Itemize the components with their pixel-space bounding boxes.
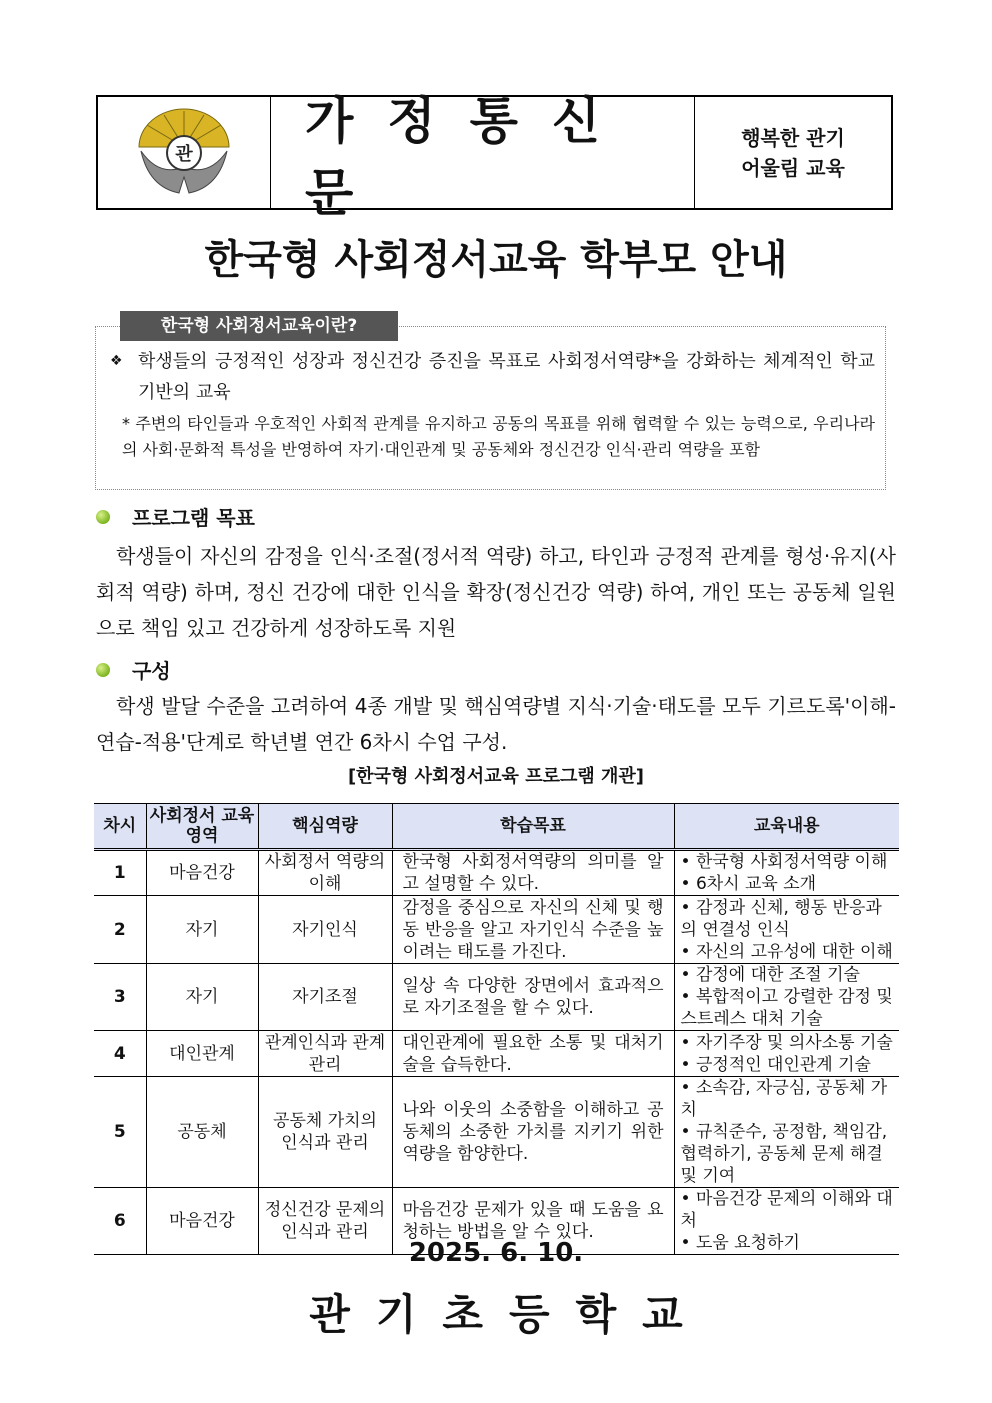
intro-box <box>95 326 886 490</box>
content-cell <box>674 1077 899 1188</box>
area-cell: 자기 <box>146 896 258 964</box>
competency-cell: 관계인식과 관계관리 <box>258 1031 392 1077</box>
section-heading-goal: 프로그램 목표 <box>96 502 255 531</box>
header-content: 교육내용 <box>674 804 899 850</box>
content-item: • 감정과 신체, 행동 반응과의 연결성 인식 <box>681 897 894 941</box>
intro-box-tag: 한국형 사회정서교육이란? <box>120 311 398 341</box>
content-item: • 마음건강 문제의 이해와 대처 <box>681 1188 894 1232</box>
competency-cell: 사회정서 역량의 이해 <box>258 850 392 896</box>
content-item: • 긍정적인 대인관계 기술 <box>681 1054 894 1076</box>
content-item: • 규칙준수, 공정함, 책임감, 협력하기, 공동체 문제 해결 및 기여 <box>681 1121 894 1187</box>
content-item: • 소속감, 자긍심, 공동체 가치 <box>681 1077 894 1121</box>
table-row <box>94 896 899 964</box>
section-heading-structure: 구성 <box>96 655 171 684</box>
goal-cell: 대인관계에 필요한 소통 및 대처기술을 습득한다. <box>392 1031 674 1077</box>
structure-text: 학생 발달 수준을 고려하여 4종 개발 및 핵심역량별 지식·기술·태도를 모두 기르도록'이해-연습-적용'단계로 학년별 연간 6차시 수업 구성. <box>96 694 896 754</box>
motto-line-2: 어울림 교육 <box>741 155 845 180</box>
content-item: • 자기주장 및 의사소통 기술 <box>681 1032 894 1054</box>
intro-definition: ❖ 학생들의 긍정적인 성장과 정신건강 증진을 목표로 사회정서역량*을 강화하는 체계적인 학교 기반의 교육 <box>110 346 875 408</box>
table-row <box>94 964 899 1031</box>
content-item: • 감정에 대한 조절 기술 <box>681 964 894 986</box>
school-logo <box>98 97 271 208</box>
header-area: 사회정서 교육영역 <box>146 804 258 850</box>
content-cell <box>674 1031 899 1077</box>
content-item: • 자신의 고유성에 대한 이해 <box>681 941 894 963</box>
school-emblem-icon <box>129 107 239 199</box>
area-cell: 마음건강 <box>146 850 258 896</box>
competency-cell: 정신건강 문제의 인식과 관리 <box>258 1188 392 1255</box>
motto-line-1: 행복한 관기 <box>741 125 845 150</box>
newsletter-header <box>96 91 893 222</box>
table-row <box>94 1031 899 1077</box>
content-cell <box>674 850 899 896</box>
goal-cell: 감정을 중심으로 자신의 신체 및 행동 반응을 알고 자기인식 수준을 높이려는 태도를 가진다. <box>392 896 674 964</box>
competency-cell: 공동체 가치의 인식과 관리 <box>258 1077 392 1188</box>
school-motto <box>695 97 891 208</box>
competency-cell: 자기인식 <box>258 896 392 964</box>
green-bullet-icon <box>96 510 110 524</box>
goal-cell: 한국형 사회정서역량의 의미를 알고 설명할 수 있다. <box>392 850 674 896</box>
issue-date: 2025. 6. 10. <box>408 1238 584 1268</box>
intro-footnote: * 주변의 타인들과 우호적인 사회적 관계를 유지하고 공동의 목표를 위해 협력할 수 있는 능력으로, 우리나라의 사회·문화적 특성을 반영하여 자기·대인관계 및 공동체와 정신건강 인식·관리 역량을 포함 <box>122 414 875 459</box>
goal-text: 학생들이 자신의 감정을 인식·조절(정서적 역량) 하고, 타인과 긍정적 관계를 형성·유지(사회적 역량) 하며, 정신 건강에 대한 인식을 확장(정신건강 역량) 하여, 개인 또는 공동체 일원으로 책임 있고 건강하게 성장하도록 지원 <box>96 544 896 640</box>
table-caption: [한국형 사회정서교육 프로그램 개관] <box>347 766 645 787</box>
program-overview-table <box>94 803 899 1255</box>
newsletter-title: 가정통신문 <box>271 97 695 208</box>
goal-cell: 나와 이웃의 소중함을 이해하고 공동체의 소중한 가치를 지키기 위한 역량을 함양한다. <box>392 1077 674 1188</box>
content-item: • 도움 요청하기 <box>681 1232 894 1254</box>
content-item: • 6차시 교육 소개 <box>681 873 894 895</box>
session-number: 3 <box>94 964 146 1031</box>
goal-cell: 일상 속 다양한 장면에서 효과적으로 자기조절을 할 수 있다. <box>392 964 674 1031</box>
session-number: 2 <box>94 896 146 964</box>
content-cell <box>674 896 899 964</box>
content-cell <box>674 964 899 1031</box>
session-number: 4 <box>94 1031 146 1077</box>
competency-cell: 자기조절 <box>258 964 392 1031</box>
page-title: 한국형 사회정서교육 학부모 안내 <box>204 237 788 283</box>
header-goal: 학습목표 <box>392 804 674 850</box>
area-cell: 대인관계 <box>146 1031 258 1077</box>
content-item: • 한국형 사회정서역량 이해 <box>681 851 894 873</box>
session-number: 5 <box>94 1077 146 1188</box>
table-header-row <box>94 804 899 850</box>
diamond-bullet-icon: ❖ <box>110 353 123 369</box>
header-competency: 핵심역량 <box>258 804 392 850</box>
area-cell: 마음건강 <box>146 1188 258 1255</box>
table-row <box>94 850 899 896</box>
table-row <box>94 1077 899 1188</box>
content-item: • 복합적이고 강렬한 감정 및 스트레스 대처 기술 <box>681 986 894 1030</box>
session-number: 6 <box>94 1188 146 1255</box>
svg-text:관: 관 <box>175 143 193 165</box>
area-cell: 공동체 <box>146 1077 258 1188</box>
goal-cell: 마음건강 문제가 있을 때 도움을 요청하는 방법을 알 수 있다. <box>392 1188 674 1255</box>
area-cell: 자기 <box>146 964 258 1031</box>
session-number: 1 <box>94 850 146 896</box>
school-name: 관기초등학교 <box>309 1290 709 1339</box>
header-session: 차시 <box>94 804 146 850</box>
green-bullet-icon <box>96 663 110 677</box>
